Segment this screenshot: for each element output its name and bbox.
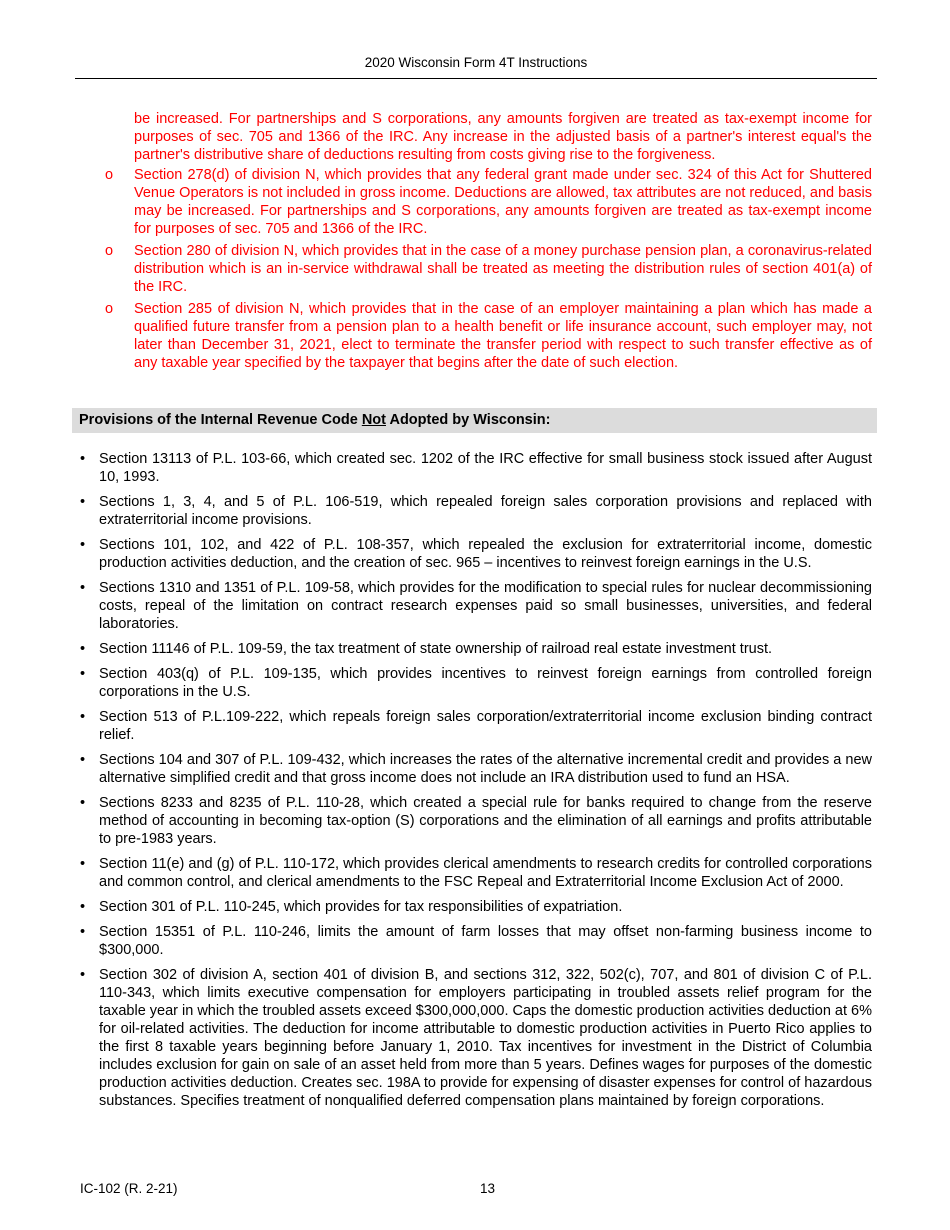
list-item-text: Sections 101, 102, and 422 of P.L. 108-357, which repealed the exclusion for extraterritorial income, domestic production activities deduction, and the creation of sec. 965 – incentives to reinvest foreign earnings in the U.S. [99,537,872,571]
list-item-text: Section 11146 of P.L. 109-59, the tax treatment of state ownership of railroad real estate investment trust. [99,641,773,657]
bullet-icon: • [80,494,86,510]
list-item [80,536,872,572]
bullet-icon: • [80,709,86,725]
red-list-item-text: Section 278(d) of division N, which provides that any federal grant made under sec. 324 of this Act for Shuttered Venue Operators is not included in gross income. Deductions are allowed, tax attributes are not reduced, and basis may be increased. For partnerships and S corporations, any amounts forgiven are treated as tax-exempt income for purposes of sec. 705 and 1366 of the IRC. [134,167,872,237]
bullet-icon: • [80,537,86,553]
list-item [80,708,872,744]
bullet-icon: • [80,795,86,811]
section-heading [79,412,550,428]
list-item [80,898,872,916]
red-list-item-text: Section 280 of division N, which provides that in the case of a money purchase pension plan, a coronavirus-related distribution which is an in-service withdrawal shall be treated as meeting the distribution rules of section 401(a) of the IRC. [134,243,872,295]
list-item-text: Section 11(e) and (g) of P.L. 110-172, which provides clerical amendments to research credits for controlled corporations and common control, and clerical amendments to the FSC Repeal and Extraterritorial Income Exclusion Act of 2000. [99,856,872,890]
list-item-text: Sections 8233 and 8235 of P.L. 110-28, which created a special rule for banks required to change from the reserve method of accounting in becoming tax-option (S) corporations and the elimination of all earnings and profits attributable to pre-1983 years. [99,795,872,847]
list-item [80,794,872,848]
red-list-item [104,166,872,238]
list-item-text: Section 513 of P.L.109-222, which repeals foreign sales corporation/extraterritorial income exclusion binding contract relief. [99,709,872,743]
section-heading-emphasis: Not [361,412,386,428]
red-list-item [104,300,872,372]
form-identifier: IC-102 (R. 2-21) [80,1181,178,1196]
list-item [80,751,872,787]
list-item-text: Sections 1, 3, 4, and 5 of P.L. 106-519, which repealed foreign sales corporation provisions and replaced with extraterritorial income provisions. [99,494,872,528]
list-item [80,493,872,529]
section-heading-part: Provisions of the Internal Revenue Code [79,412,362,428]
red-list-item [104,242,872,296]
page-number: 13 [480,1181,496,1196]
list-item-text: Section 403(q) of P.L. 109-135, which provides incentives to reinvest foreign earnings from controlled foreign corporations in the U.S. [99,666,872,700]
list-item-text: Section 13113 of P.L. 103-66, which created sec. 1202 of the IRC effective for small business stock issued after August 10, 1993. [99,451,872,485]
list-item-text: Sections 104 and 307 of P.L. 109-432, which increases the rates of the alternative incremental credit and provides a new alternative simplified credit and that gross income does not include an IRA distribution used to fund an HSA. [99,752,872,786]
list-item [80,923,872,959]
red-list-item-text: Section 285 of division N, which provides that in the case of an employer maintaining a plan which has made a qualified future transfer from a pension plan to a health benefit or life insurance account, such employer may, not later than December 31, 2021, elect to terminate the transfer period with respect to such transfer effective as of any taxable year specified by the taxpayer that begins after the date of such election. [134,301,872,371]
list-item [80,855,872,891]
bullet-icon: • [80,856,86,872]
bullet-icon: • [80,451,86,467]
list-item [80,450,872,486]
page-header-title: 2020 Wisconsin Form 4T Instructions [364,55,588,70]
circle-bullet-icon: o [105,301,114,317]
section-heading-bar [72,408,877,433]
section-heading-part: Adopted by Wisconsin: [385,412,551,428]
list-item-text: Section 302 of division A, section 401 of division B, and sections 312, 322, 502(c), 707, and 801 of division C of P.L. 110-343, which limits executive compensation for employers participating in troubled assets relief program for the taxable year in which the troubled assets exceed $300,000,000. Caps the domestic production activities deduction at 6% for oil-related activities. The deduction for income attributable to domestic production activities in Puerto Rico applies to the first 8 taxable years beginning before January 1, 2010. Tax incentives for investment in the District of Columbia includes exclusion for gain on sale of an asset held from more than 5 years. Defines wages for purposes of the domestic production activities deduction. Creates sec. 198A to provide for expensing of disaster expenses for control of hazardous substances. Specifies treatment of nonqualified deferred compensation plans maintained by foreign corporations. [99,967,873,1109]
circle-bullet-icon: o [105,167,114,183]
not-adopted-provisions-list [80,450,872,1117]
bullet-icon: • [80,641,86,657]
header-divider [75,78,877,79]
list-item [80,579,872,633]
bullet-icon: • [80,580,86,596]
bullet-icon: • [80,924,86,940]
list-item-text: Section 301 of P.L. 110-245, which provides for tax responsibilities of expatriation. [99,899,623,915]
continued-paragraph: be increased. For partnerships and S corporations, any amounts forgiven are treated as tax-exempt income for purposes of sec. 705 and 1366 of the IRC. Any increase in the adjusted basis of a partner's interest equal's the partner's distributive share of deductions resulting from costs giving rise to the forgiveness. [134,111,872,163]
bullet-icon: • [80,752,86,768]
federal-provisions-continued [104,110,872,376]
list-item [80,966,872,1110]
list-item [80,665,872,701]
list-item [80,640,872,658]
bullet-icon: • [80,967,86,983]
circle-bullet-icon: o [105,243,114,259]
bullet-icon: • [80,666,86,682]
list-item-text: Sections 1310 and 1351 of P.L. 109-58, which provides for the modification to special rules for nuclear decommissioning costs, repeal of the limitation on contract research expenses paid so small businesses, universities, and federal laboratories. [99,580,872,632]
bullet-icon: • [80,899,86,915]
list-item-text: Section 15351 of P.L. 110-246, limits the amount of farm losses that may offset non-farming business income to $300,000. [99,924,872,958]
